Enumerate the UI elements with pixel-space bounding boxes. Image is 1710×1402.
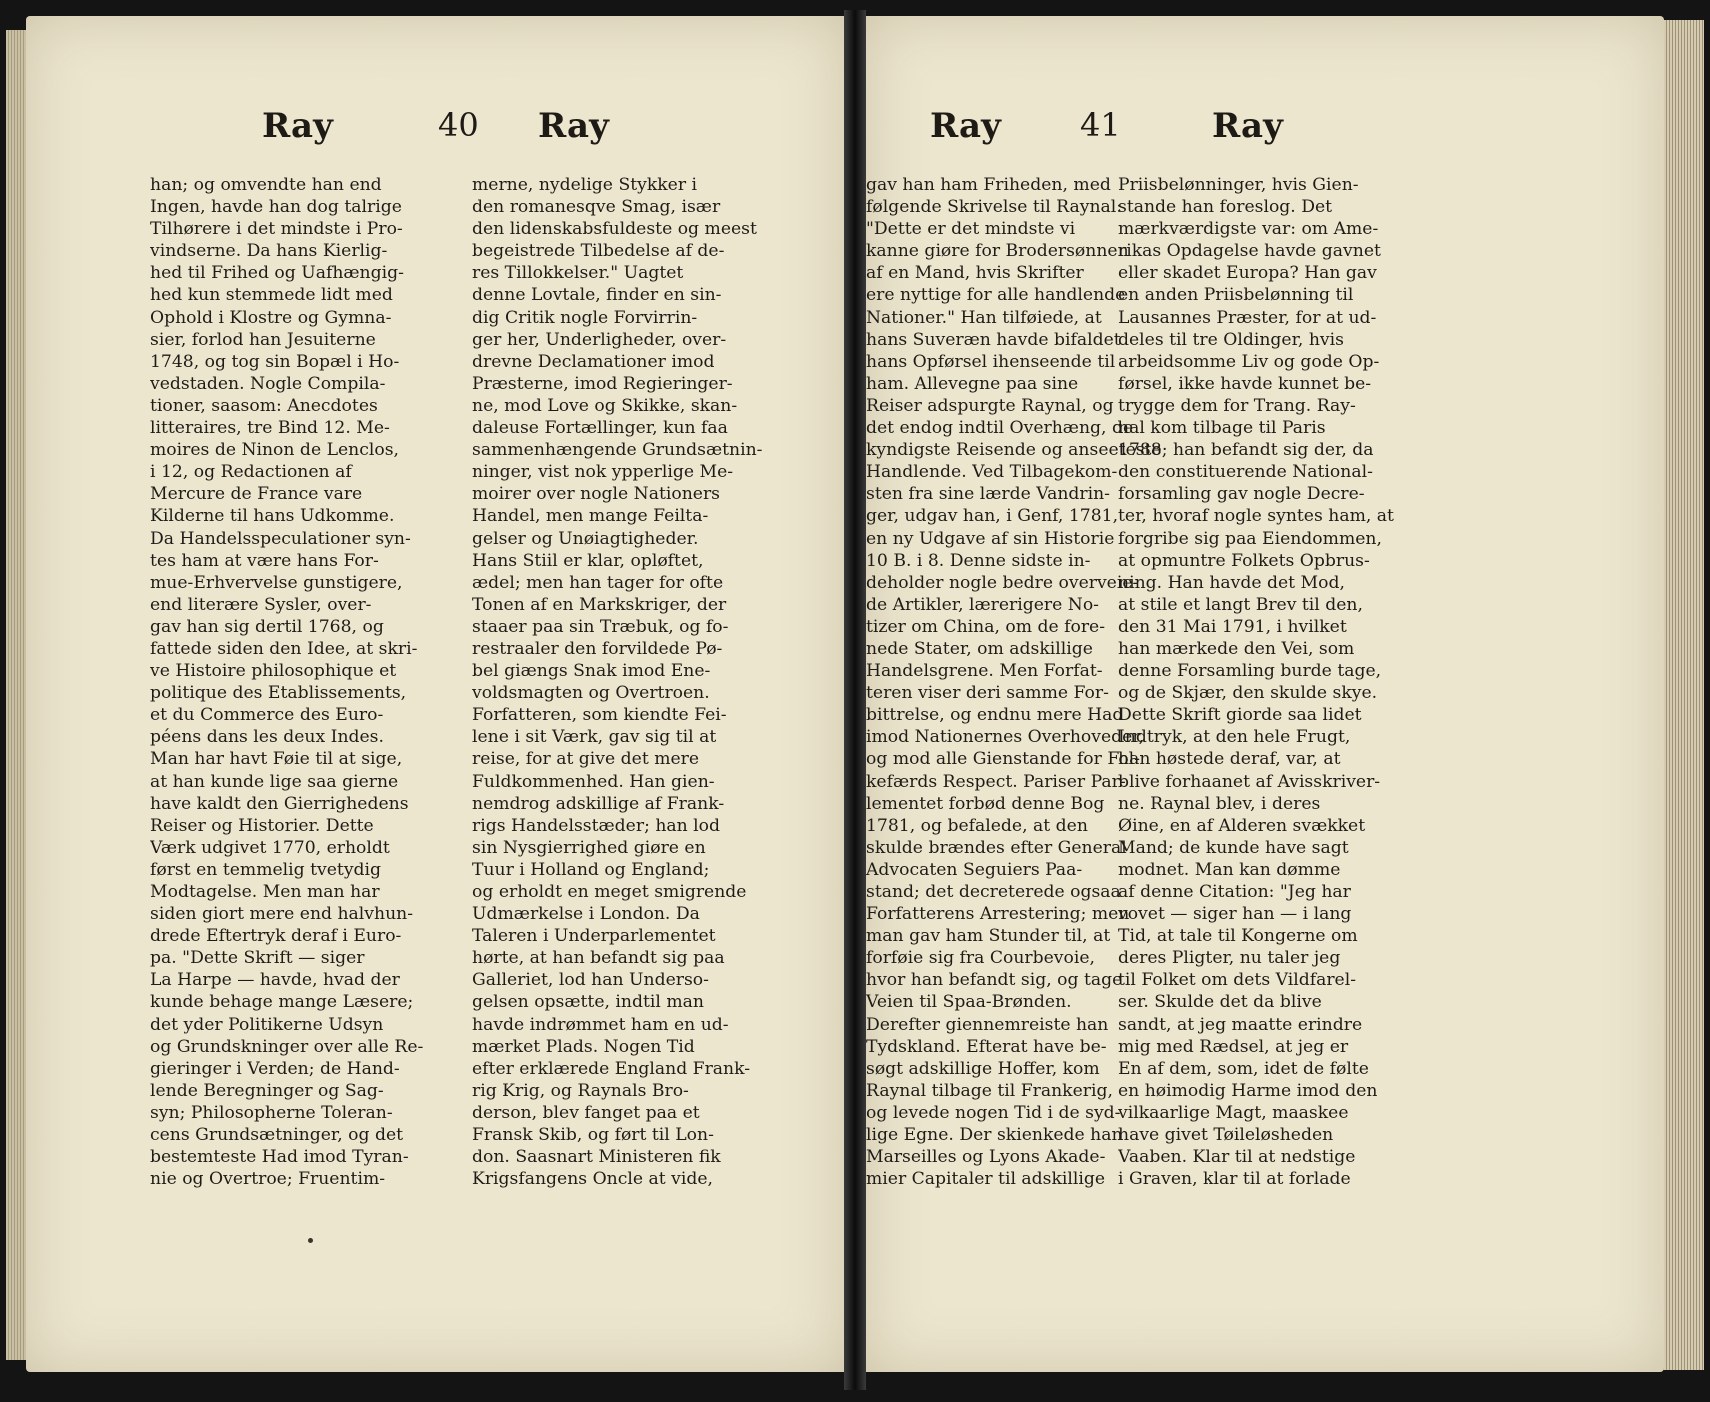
text-line: ger, udgav han, i Genf, 1781, (866, 506, 1119, 527)
text-line: nie og Overtroe; Fruentim- (150, 1169, 386, 1190)
text-line: syn; Philosopherne Toleran- (150, 1102, 393, 1123)
text-line: at han kunde lige saa gierne (150, 771, 399, 792)
text-line: ham. Allevegne paa sine (866, 373, 1079, 394)
text-line: Handlende. Ved Tilbagekom- (866, 462, 1118, 483)
text-line: péens dans les deux Indes. (150, 727, 384, 748)
text-line: Ophold i Klostre og Gymna- (150, 307, 392, 328)
text-line: Krigsfangens Oncle at vide, (472, 1169, 713, 1190)
text-line: trygge dem for Trang. Ray- (1118, 395, 1356, 416)
text-line: La Harpe — havde, hvad der (150, 970, 400, 991)
text-line: deres Pligter, nu taler jeg (1118, 948, 1341, 969)
text-line: gelsen opsætte, indtil man (472, 992, 704, 1013)
text-line: det yder Politikerne Udsyn (150, 1014, 384, 1035)
text-line: hans Opførsel ihenseende til (866, 351, 1116, 372)
running-head-right: Ray (538, 106, 609, 146)
text-line: havde indrømmet ham en ud- (472, 1014, 729, 1035)
text-line: stande han foreslog. Det (1118, 197, 1333, 218)
text-line: bestemteste Had imod Tyran- (150, 1147, 409, 1168)
text-line: drede Eftertryk deraf i Euro- (150, 926, 402, 947)
text-line: Dette Skrift giorde saa lidet (1118, 705, 1362, 726)
text-line: Taleren i Underparlementet (472, 926, 716, 947)
text-line: vilkaarlige Magt, maaskee (1118, 1102, 1349, 1123)
page-header (866, 106, 1664, 156)
text-line: cens Grundsætninger, og det (150, 1125, 404, 1146)
page-header (26, 106, 844, 156)
text-line: Fuldkommenhed. Han gien- (472, 771, 715, 792)
text-line: ning. Han havde det Mod, (1118, 572, 1345, 593)
text-line: ve Histoire philosophique et (150, 661, 397, 682)
text-line: pa. "Dette Skrift — siger (150, 948, 365, 969)
text-line: Derefter giennemreiste han (866, 1014, 1109, 1035)
text-line: efter erklærede England Frank- (472, 1058, 751, 1079)
text-line: ne. Raynal blev, i deres (1118, 793, 1321, 814)
text-line: tes ham at være hans For- (150, 550, 379, 571)
text-line: Reiser adspurgte Raynal, og (866, 395, 1114, 416)
text-line: drevne Declamationer imod (472, 351, 715, 372)
text-line: og erholdt en meget smigrende (472, 882, 747, 902)
text-line: Tydskland. Efterat have be- (866, 1036, 1107, 1057)
text-line: sammenhængende Grundsætnin- (472, 440, 763, 461)
text-line: bel giængs Snak imod Ene- (472, 661, 711, 682)
text-line: 1748, og tog sin Bopæl i Ho- (150, 351, 400, 372)
text-line: nede Stater, om adskillige (866, 638, 1093, 659)
text-line: Da Handelsspeculationer syn- (150, 528, 411, 549)
text-line: Indtryk, at den hele Frugt, (1118, 727, 1351, 748)
text-line: Tid, at tale til Kongerne om (1118, 926, 1358, 947)
text-line: ser. Skulde det da blive (1118, 992, 1322, 1013)
page-number: 40 (438, 106, 479, 144)
text-line: sandt, at jeg maatte erindre (1118, 1014, 1363, 1035)
text-line: modnet. Man kan dømme (1118, 859, 1341, 880)
running-head-right: Ray (1212, 106, 1283, 146)
text-line: Mercure de France vare (150, 484, 363, 505)
text-line: bittrelse, og endnu mere Had (866, 705, 1124, 726)
text-line: vovet — siger han — i lang (1118, 904, 1352, 925)
right-page (866, 16, 1664, 1372)
text-line: moires de Ninon de Lenclos, (150, 440, 399, 461)
text-line: den romanesqve Smag, især (472, 197, 721, 218)
text-line: gieringer i Verden; de Hand- (150, 1058, 400, 1079)
text-line: hed kun stemmede lidt med (150, 285, 393, 306)
text-line: følgende Skrivelse til Raynal: (866, 197, 1123, 218)
text-line: Man har havt Føie til at sige, (150, 749, 403, 770)
text-line: og mod alle Gienstande for Fol- (866, 749, 1140, 770)
text-line: moirer over nogle Nationers (472, 484, 720, 505)
text-line: sier, forlod han Jesuiterne (150, 329, 376, 350)
text-line: end literære Sysler, over- (150, 594, 372, 615)
text-line: i Graven, klar til at forlade (1118, 1169, 1351, 1190)
text-line: først en temmelig tvetydig (150, 859, 382, 880)
text-line: 10 B. i 8. Denne sidste in- (866, 550, 1091, 571)
left-page (26, 16, 844, 1372)
text-line: teren viser deri samme For- (866, 683, 1109, 704)
text-line: Udmærkelse i London. Da (472, 904, 700, 925)
text-line: derson, blev fanget paa et (472, 1102, 700, 1123)
text-line: dig Critik nogle Forvirrin- (472, 307, 698, 328)
ink-speck (308, 1238, 313, 1243)
text-line: en anden Priisbelønning til (1118, 285, 1354, 306)
text-line: lige Egne. Der skienkede han (866, 1125, 1123, 1146)
text-line: kanne giøre for Brodersønnen (866, 241, 1129, 262)
text-line: Raynal tilbage til Frankerig, (866, 1080, 1113, 1101)
text-line: arbeidsomme Liv og gode Op- (1118, 351, 1380, 372)
text-line: res Tillokkelser." Uagtet (472, 263, 684, 284)
text-line: forføie sig fra Courbevoie, (866, 948, 1095, 969)
text-line: 1788; han befandt sig der, da (1118, 440, 1374, 461)
text-line: voldsmagten og Overtroen. (472, 683, 710, 704)
text-line: forgribe sig paa Eiendommen, (1118, 528, 1382, 549)
text-line: hans Suveræn havde bifaldet (866, 329, 1121, 350)
text-line: merne, nydelige Stykker i (472, 175, 698, 195)
text-line: til Folket om dets Vildfarel- (1118, 970, 1357, 991)
text-line: fattede siden den Idee, at skri- (150, 638, 418, 659)
text-line: søgt adskillige Hoffer, kom (866, 1058, 1100, 1079)
text-line: han mærkede den Vei, som (1118, 638, 1355, 659)
text-line: skulde brændes efter General (866, 837, 1127, 858)
text-line: og Grundskninger over alle Re- (150, 1036, 424, 1057)
text-line: nemdrog adskillige af Frank- (472, 793, 725, 814)
text-line: den lidenskabsfuldeste og meest (472, 219, 757, 240)
text-line: Reiser og Historier. Dette (150, 815, 374, 836)
text-line: at opmuntre Folkets Opbrus- (1118, 550, 1370, 571)
text-line: sin Nysgierrighed giøre en (472, 837, 706, 858)
text-line: kyndigste Reisende og anseeteste (866, 440, 1162, 461)
text-line: siden giort mere end halvhun- (150, 904, 414, 925)
text-line: ædel; men han tager for ofte (472, 572, 724, 593)
text-line: han høstede deraf, var, at (1118, 749, 1341, 770)
text-line: Lausannes Præster, for at ud- (1118, 307, 1377, 328)
text-line: af denne Citation: "Jeg har (1118, 882, 1351, 902)
text-line: tizer om China, om de fore- (866, 616, 1106, 637)
text-line: Handel, men mange Feilta- (472, 506, 709, 527)
text-line: ninger, vist nok ypperlige Me- (472, 462, 734, 483)
text-line: vindserne. Da hans Kierlig- (150, 241, 388, 262)
running-head-left: Ray (262, 106, 333, 146)
text-line: eller skadet Europa? Han gav (1118, 263, 1377, 284)
text-line: Fransk Skib, og ført til Lon- (472, 1125, 714, 1146)
text-line: at stile et langt Brev til den, (1118, 594, 1363, 615)
text-line: rikas Opdagelse havde gavnet (1118, 241, 1381, 262)
text-line: mier Capitaler til adskillige (866, 1169, 1106, 1190)
page-number: 41 (1080, 106, 1121, 144)
text-line: rigs Handelsstæder; han lod (472, 815, 721, 836)
text-line: Handelsgrene. Men Forfat- (866, 661, 1103, 682)
text-line: de Artikler, lærerigere No- (866, 594, 1099, 615)
text-line: Tonen af en Markskriger, der (472, 594, 727, 615)
text-line: man gav ham Stunder til, at (866, 926, 1111, 947)
text-line: Forfatteren, som kiendte Fei- (472, 705, 727, 726)
text-line: mærkværdigste var: om Ame- (1118, 219, 1379, 240)
text-line: kefærds Respect. Pariser Par- (866, 771, 1126, 792)
text-line: denne Forsamling burde tage, (1118, 661, 1382, 682)
text-line: rig Krig, og Raynals Bro- (472, 1080, 689, 1101)
text-line: af en Mand, hvis Skrifter (866, 263, 1084, 284)
text-line: hvor han befandt sig, og tage (866, 970, 1123, 991)
text-line: gav han ham Friheden, med (866, 175, 1111, 195)
text-line: ne, mod Love og Skikke, skan- (472, 395, 738, 416)
text-line: deholder nogle bedre overveie- (866, 572, 1139, 593)
text-line: det endog indtil Overhæng, de (866, 418, 1134, 439)
text-line: Modtagelse. Men man har (150, 882, 380, 902)
text-line: Forfatterens Arrestering; men (866, 904, 1130, 925)
text-line: stand; det decreterede ogsaa (866, 882, 1121, 902)
text-line: vedstaden. Nogle Compila- (150, 373, 386, 394)
text-line: Tilhørere i det mindste i Pro- (150, 219, 403, 240)
text-line: mig med Rædsel, at jeg er (1118, 1036, 1349, 1057)
text-line: Galleriet, lod han Underso- (472, 970, 709, 991)
text-line: Advocaten Seguiers Paa- (866, 859, 1083, 880)
book-gutter (844, 10, 866, 1390)
text-line: gelser og Unøiagtigheder. (472, 528, 699, 549)
book-page-edges-right (1658, 20, 1704, 1370)
text-line: ter, hvoraf nogle syntes ham, at (1118, 506, 1394, 527)
text-line: lementet forbød denne Bog (866, 793, 1105, 814)
text-line: daleuse Fortællinger, kun faa (472, 418, 728, 439)
text-line: Kilderne til hans Udkomme. (150, 506, 395, 527)
text-line: hørte, at han befandt sig paa (472, 948, 725, 969)
running-head-left: Ray (930, 106, 1001, 146)
text-line: den constituerende National- (1118, 462, 1373, 483)
text-line: politique des Etablissements, (150, 683, 407, 704)
text-line: blive forhaanet af Avisskriver- (1118, 771, 1381, 792)
text-line: "Dette er det mindste vi (866, 219, 1076, 240)
text-line: Mand; de kunde have sagt (1118, 837, 1349, 858)
text-line: denne Lovtale, finder en sin- (472, 285, 722, 306)
text-line: nal kom tilbage til Paris (1118, 418, 1326, 439)
text-line: Præsterne, imod Regieringer- (472, 373, 733, 394)
text-line: begeistrede Tilbedelse af de- (472, 241, 725, 262)
text-line: Marseilles og Lyons Akade- (866, 1147, 1106, 1168)
text-line: don. Saasnart Ministeren fik (472, 1147, 721, 1168)
text-line: gav han sig dertil 1768, og (150, 616, 384, 637)
text-line: have kaldt den Gierrighedens (150, 793, 409, 814)
text-line: Veien til Spaa-Brønden. (866, 992, 1072, 1013)
text-line: den 31 Mai 1791, i hvilket (1118, 616, 1347, 637)
text-line: en ny Udgave af sin Historie (866, 528, 1115, 549)
text-line: tioner, saasom: Anecdotes (150, 395, 378, 416)
text-line: Hans Stiil er klar, opløftet, (472, 550, 704, 571)
text-line: lene i sit Værk, gav sig til at (472, 727, 717, 748)
text-line: hed til Frihed og Uafhængig- (150, 263, 404, 284)
text-line: imod Nationernes Overhoveder, (866, 727, 1145, 748)
text-line: og levede nogen Tid i de syd- (866, 1102, 1121, 1123)
text-line: Priisbelønninger, hvis Gien- (1118, 175, 1359, 195)
text-line: litteraires, tre Bind 12. Me- (150, 418, 390, 439)
text-line: Ingen, havde han dog talrige (150, 197, 402, 218)
text-line: reise, for at give det mere (472, 749, 700, 770)
text-line: Øine, en af Alderen svækket (1118, 815, 1366, 836)
text-line: staaer paa sin Træbuk, og fo- (472, 616, 729, 637)
text-line: forsamling gav nogle Decre- (1118, 484, 1365, 505)
text-line: ger her, Underligheder, over- (472, 329, 727, 350)
text-line: restraaler den forvildede Pø- (472, 638, 723, 659)
text-line: førsel, ikke havde kunnet be- (1118, 373, 1372, 394)
text-column-2 (472, 174, 770, 1190)
text-line: Nationer." Han tilføiede, at (866, 307, 1102, 328)
text-line: Vaaben. Klar til at nedstige (1118, 1147, 1356, 1168)
text-line: deles til tre Oldinger, hvis (1118, 329, 1344, 350)
text-line: Værk udgivet 1770, erholdt (150, 837, 390, 858)
text-line: han; og omvendte han end (150, 175, 382, 195)
text-line: sten fra sine lærde Vandrin- (866, 484, 1110, 505)
text-line: 1781, og befalede, at den (866, 815, 1088, 836)
text-column-2 (1118, 174, 1416, 1190)
text-line: i 12, og Redactionen af (150, 462, 352, 483)
text-line: lende Beregninger og Sag- (150, 1080, 384, 1101)
text-line: En af dem, som, idet de følte (1118, 1058, 1369, 1079)
text-line: have givet Tøileløsheden (1118, 1125, 1334, 1146)
text-line: ere nyttige for alle handlende (866, 285, 1126, 306)
text-line: en høimodig Harme imod den (1118, 1080, 1378, 1101)
text-line: og de Skjær, den skulde skye. (1118, 683, 1378, 704)
text-line: Tuur i Holland og England; (472, 859, 710, 880)
text-line: mærket Plads. Nogen Tid (472, 1036, 695, 1057)
text-line: mue-Erhvervelse gunstigere, (150, 572, 403, 593)
book-page-edges-left (6, 30, 28, 1360)
text-line: kunde behage mange Læsere; (150, 992, 414, 1013)
text-line: et du Commerce des Euro- (150, 705, 384, 726)
text-column-1 (150, 174, 448, 1190)
